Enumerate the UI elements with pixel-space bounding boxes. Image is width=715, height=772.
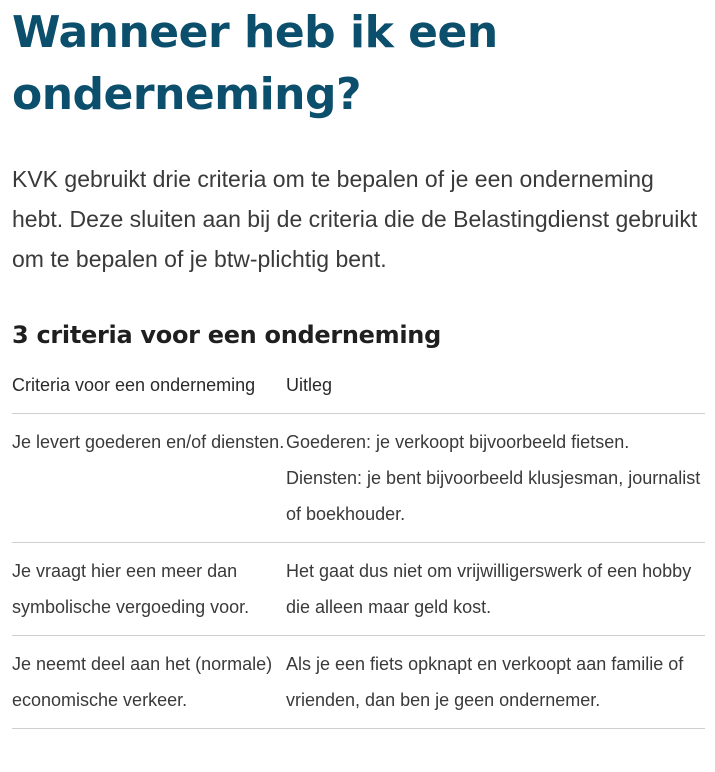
uitleg-cell: Het gaat dus niet om vrijwilligerswerk of een hobby die alleen maar geld kost. <box>286 543 705 636</box>
intro-paragraph: KVK gebruikt drie criteria om te bepalen of je een onderneming hebt. Deze sluiten aan bij de criteria die de Belastingdienst gebruikt om te bepalen of je btw-plichtig bent. <box>12 166 698 272</box>
table-row <box>12 543 705 636</box>
criterium-cell: Je neemt deel aan het (normale) economische verkeer. <box>12 636 286 729</box>
table-row <box>12 636 705 729</box>
criterium-cell: Je vraagt hier een meer dan symbolische vergoeding voor. <box>12 543 286 636</box>
table-row <box>12 414 705 543</box>
section-title: 3 criteria voor een onderneming <box>12 321 441 349</box>
uitleg-cell: Goederen: je verkoopt bijvoorbeeld fietsen. Diensten: je bent bijvoorbeeld klusjesman, journalist of boekhouder. <box>286 414 705 543</box>
page-title: Wanneer heb ik een onderneming? <box>12 7 498 120</box>
uitleg-cell: Als je een fiets opknapt en verkoopt aan familie of vrienden, dan ben je geen ondernemer. <box>286 636 705 729</box>
article-content <box>12 0 707 729</box>
column-header-uitleg: Uitleg <box>286 373 705 414</box>
table-header-row <box>12 373 705 414</box>
criteria-table <box>12 373 705 729</box>
column-header-criteria: Criteria voor een onderneming <box>12 373 286 414</box>
criterium-cell: Je levert goederen en/of diensten. <box>12 414 286 543</box>
